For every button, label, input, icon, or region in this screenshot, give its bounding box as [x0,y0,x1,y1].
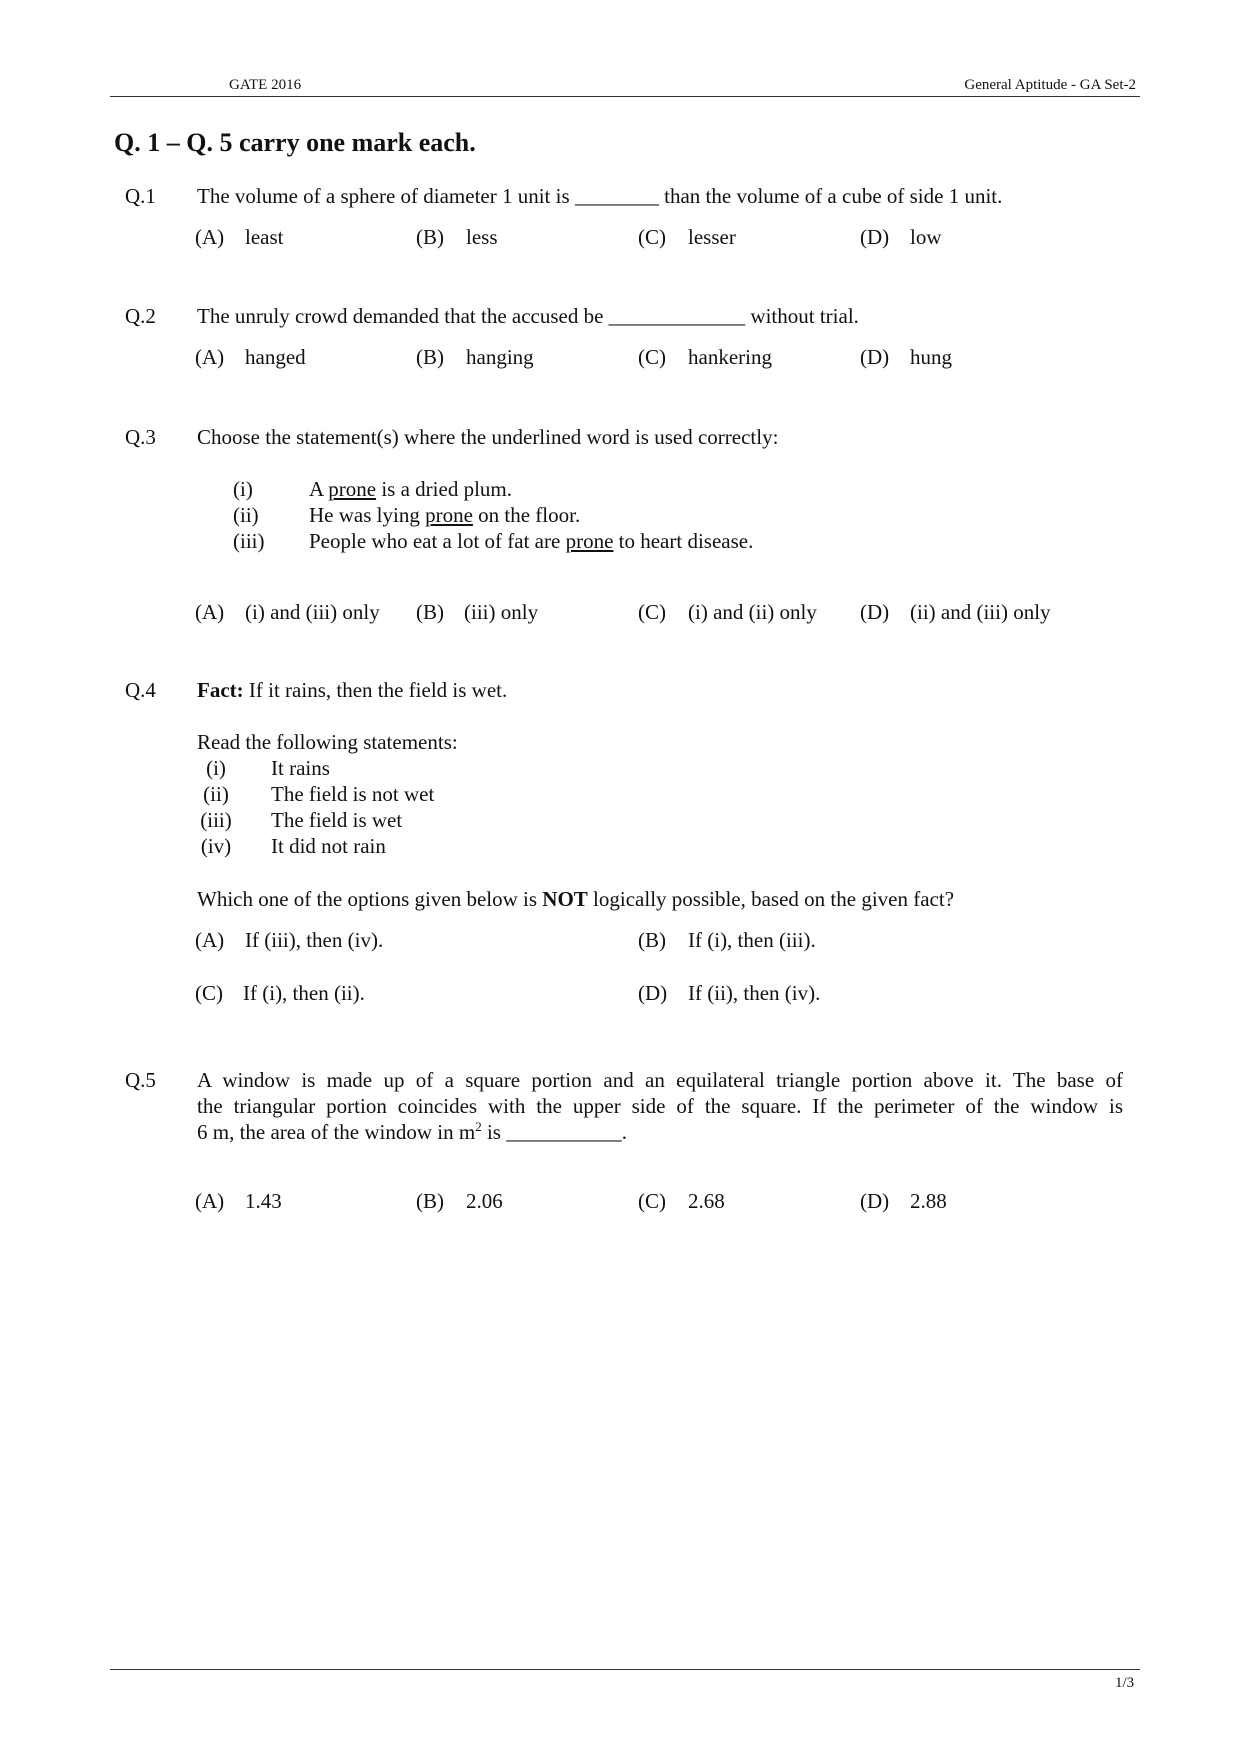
option-b [416,1188,503,1214]
statement-number: (i) [233,477,253,501]
option-text: (i) and (ii) only [688,600,817,624]
question-stem-line: the triangular portion coincides with the upper side of the square. If the perimeter of the window is [197,1094,1123,1118]
option-text: (i) and (iii) only [245,600,380,624]
option-a [195,1188,282,1214]
option-label: (A) [195,345,225,369]
option-text: If (i), then (ii). [243,981,365,1005]
statement-number: (ii) [203,782,229,806]
statement-number: (iii) [200,808,232,832]
option-text: 2.88 [910,1189,947,1213]
option-label: (D) [860,600,890,624]
question-stem: Choose the statement(s) where the underlined word is used correctly: [197,425,779,449]
option-a [195,599,380,625]
question-stem [197,886,954,912]
option-a [195,224,283,250]
statement-text: It rains [271,756,330,780]
question-stem-part: 6 m, the area of the window in m [197,1120,476,1144]
statement-text-part: A [309,477,329,501]
question-stem: The volume of a sphere of diameter 1 unit is ________ than the volume of a cube of side 1 unit. [197,184,1003,208]
option-label: (B) [416,1189,444,1213]
option-label: (A) [195,225,225,249]
question-stem-line [197,1119,627,1145]
fact-statement [197,677,507,703]
option-text: 1.43 [245,1189,282,1213]
option-text: 2.68 [688,1189,725,1213]
statement-text [309,528,753,554]
header-divider [110,96,1140,97]
underlined-word: prone [328,477,377,501]
question-stem: The unruly crowd demanded that the accused be _____________ without trial. [197,304,859,328]
option-a [195,344,306,370]
statement-number: (i) [206,756,226,780]
statement-text: The field is not wet [271,782,435,806]
option-label: (D) [860,1189,890,1213]
option-label: (C) [638,225,666,249]
statement-text: It did not rain [271,834,386,858]
option-text: lesser [688,225,736,249]
option-c [638,224,736,250]
option-text: hung [910,345,952,369]
option-label: (A) [195,600,225,624]
option-text: less [466,225,498,249]
question-number: Q.3 [125,425,156,449]
question-number: Q.5 [125,1068,156,1092]
question-number: Q.4 [125,678,156,702]
option-text: low [910,225,942,249]
option-text: If (iii), then (iv). [245,928,384,952]
option-c [638,1188,725,1214]
footer-divider [110,1669,1140,1670]
header-paper-name: General Aptitude - GA Set-2 [964,77,1136,93]
option-label: (A) [195,928,225,952]
question-stem-line: A window is made up of a square portion and an equilateral triangle portion above it. The base of [197,1068,1123,1092]
option-text: If (i), then (iii). [688,928,816,952]
option-text: hanging [466,345,534,369]
statement-text-part: to heart disease. [613,529,754,553]
option-text: hanged [245,345,306,369]
statement-number: (ii) [233,503,259,527]
option-text: If (ii), then (iv). [688,981,821,1005]
question-stem-part: logically possible, based on the given fact? [587,887,955,911]
fact-label: Fact: [197,678,244,702]
underlined-word: prone [565,529,614,553]
option-label: (A) [195,1189,225,1213]
option-b [416,599,538,625]
option-label: (B) [416,345,444,369]
option-label: (C) [638,600,666,624]
option-label: (B) [416,225,444,249]
option-a [195,927,383,953]
option-b [416,224,498,250]
option-label: (C) [638,1189,666,1213]
statement-text-part: on the floor. [472,503,581,527]
option-label: (D) [860,345,890,369]
option-label: (C) [638,345,666,369]
question-number: Q.1 [125,184,156,208]
statement-text-part: He was lying [309,503,426,527]
fact-text: If it rains, then the field is wet. [243,678,508,702]
question-number: Q.2 [125,304,156,328]
option-c [638,344,772,370]
header-exam-name: GATE 2016 [229,77,302,93]
page-number: 1/3 [1115,1675,1135,1691]
option-text: least [245,225,284,249]
option-label: (B) [416,600,444,624]
option-label: (B) [638,928,666,952]
option-d [638,980,820,1006]
statement-text: The field is wet [271,808,403,832]
superscript: 2 [475,1119,482,1134]
option-b [638,927,816,953]
question-emphasis: NOT [542,887,588,911]
option-c [195,980,365,1006]
statement-number: (iii) [233,529,265,553]
statement-text [309,476,512,502]
statement-number: (iv) [200,834,232,858]
option-b [416,344,534,370]
option-d [860,599,1051,625]
option-label: (C) [195,981,223,1005]
statement-text-part: People who eat a lot of fat are [309,529,566,553]
option-label: (D) [638,981,668,1005]
statement-text-part: is a dried plum. [376,477,512,501]
question-stem-part: is ___________. [481,1120,627,1144]
option-label: (D) [860,225,890,249]
statement-text [309,502,580,528]
option-d [860,1188,947,1214]
section-title: Q. 1 – Q. 5 carry one mark each. [114,128,476,157]
read-instruction: Read the following statements: [197,730,458,754]
option-text: 2.06 [466,1189,503,1213]
option-text: (iii) only [464,600,539,624]
option-d [860,344,952,370]
option-text: (ii) and (iii) only [910,600,1051,624]
option-d [860,224,942,250]
option-c [638,599,817,625]
question-stem-part: Which one of the options given below is [197,887,543,911]
underlined-word: prone [425,503,473,527]
option-text: hankering [688,345,772,369]
